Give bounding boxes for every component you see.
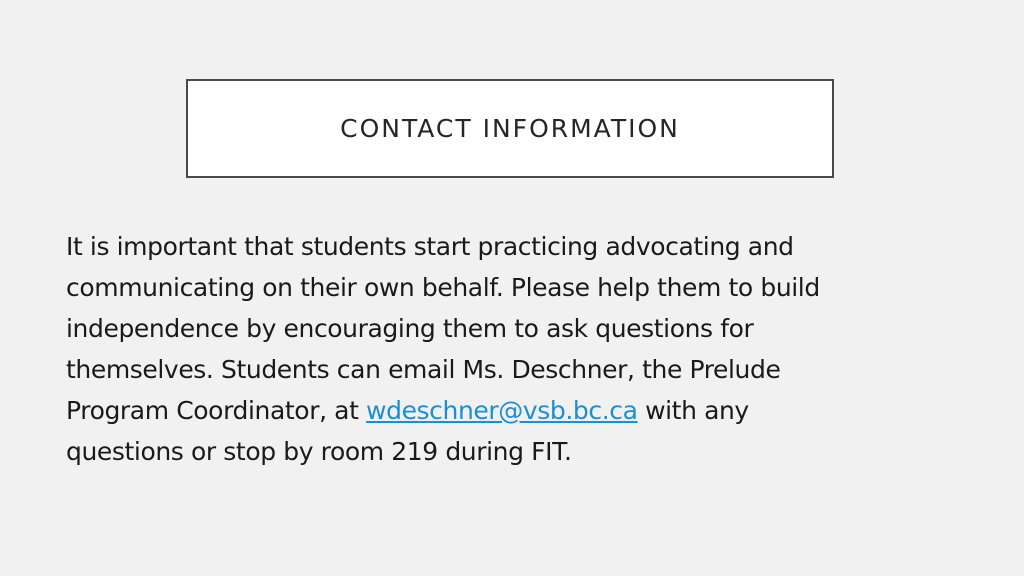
body-line: It is important that students start practicing advocating and: [66, 232, 794, 261]
body-paragraph: [66, 226, 966, 472]
body-line: questions or stop by room 219 during FIT.: [66, 437, 572, 466]
body-line: themselves. Students can email Ms. Deschner, the Prelude: [66, 355, 781, 384]
body-text-segment: Program Coordinator, at: [66, 396, 367, 425]
slide-title: CONTACT INFORMATION: [340, 114, 680, 143]
body-line: independence by encouraging them to ask questions for: [66, 314, 754, 343]
email-link[interactable]: wdeschner@vsb.bc.ca: [366, 396, 638, 425]
body-line: communicating on their own behalf. Please help them to build: [66, 273, 820, 302]
title-box: [186, 79, 834, 178]
body-line-with-email: [66, 390, 966, 431]
body-text-segment: with any: [637, 396, 749, 425]
